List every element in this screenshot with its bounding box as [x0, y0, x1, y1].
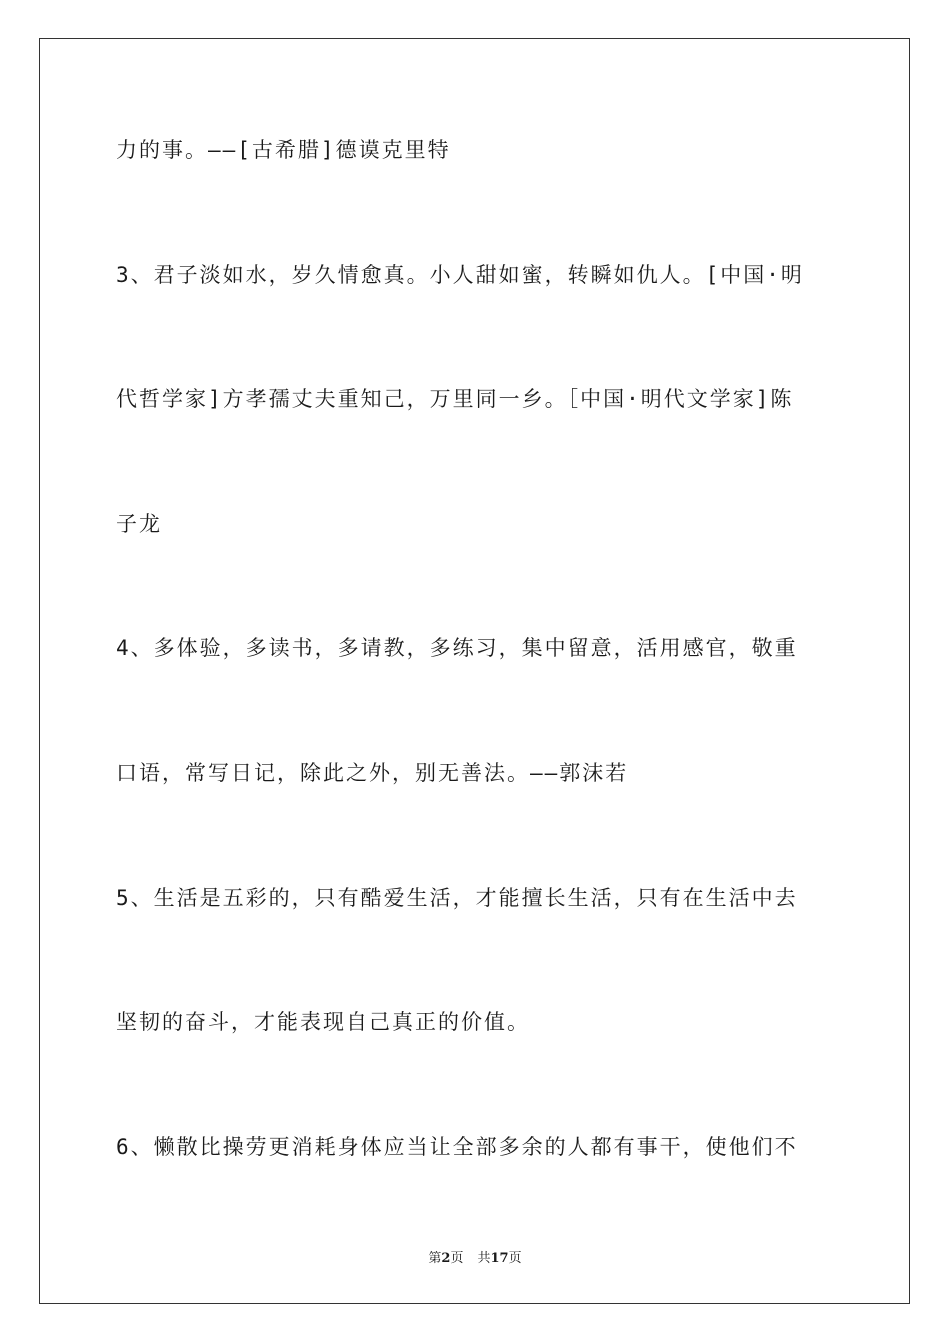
- total-label-prefix: 共: [477, 1251, 491, 1266]
- total-pages: 17: [490, 1251, 509, 1266]
- page-footer: [0, 1247, 950, 1266]
- text-line: 6、懒散比操劳更消耗身体应当让全部多余的人都有事干，使他们不: [116, 1135, 798, 1159]
- text-line: 3、君子淡如水，岁久情愈真。小人甜如蜜，转瞬如仇人。[中国·明: [116, 263, 804, 287]
- total-label-suffix: 页: [508, 1251, 522, 1266]
- text-line: 代哲学家]方孝孺丈夫重知己，万里同一乡。［中国·明代文学家]陈: [116, 387, 794, 411]
- text-line: 坚韧的奋斗，才能表现自己真正的价值。: [116, 1010, 530, 1034]
- text-line: 4、多体验，多读书，多请教，多练习，集中留意，活用感官，敬重: [116, 636, 798, 660]
- text-line: 力的事。——[古希腊]德谟克里特: [116, 138, 451, 162]
- text-line: 子龙: [116, 512, 162, 536]
- text-line: 5、生活是五彩的，只有酷爱生活，才能擅长生活，只有在生活中去: [116, 886, 798, 910]
- page-border: [39, 38, 910, 1304]
- page-label-prefix: 第: [428, 1251, 442, 1266]
- page-number: 2: [441, 1251, 451, 1266]
- page-label-suffix: 页: [450, 1251, 464, 1266]
- text-line: 口语，常写日记，除此之外，别无善法。——郭沫若: [116, 761, 629, 785]
